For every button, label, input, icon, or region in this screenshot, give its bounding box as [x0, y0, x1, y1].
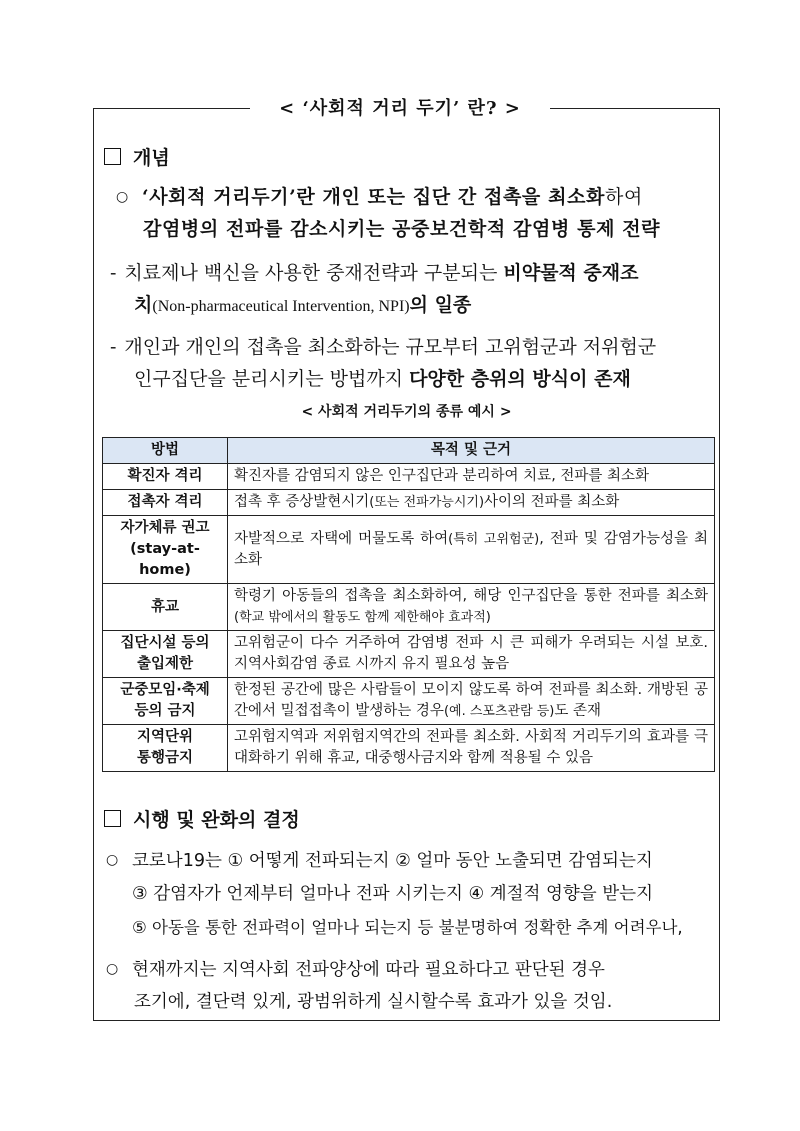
concept-para-line2: 감염병의 전파를 감소시키는 공중보건학적 감염병 통제 전략	[143, 218, 661, 240]
checkbox-square-icon	[104, 810, 121, 827]
purpose-cell: 고위험지역과 저위험지역간의 전파를 최소화. 사회적 거리두기의 효과를 극대화하기 위해 휴교, 대중행사금지와 함께 적용될 수 있음	[228, 725, 715, 772]
section-heading-concept: 개념	[104, 144, 170, 172]
concept-para-line1: ○ ‘사회적 거리두기’란 개인 또는 집단 간 접촉을 최소화하여	[116, 183, 643, 211]
table-row	[103, 678, 715, 725]
decision-para2-line2: 조기에, 결단력 있게, 광범위하게 실시할수록 효과가 있을 것임.	[134, 992, 613, 1012]
method-cell: 휴교	[103, 584, 228, 631]
method-cell: 확진자 격리	[103, 464, 228, 490]
table-row	[103, 584, 715, 631]
checkbox-square-icon	[104, 148, 121, 165]
distancing-types-table	[102, 437, 715, 772]
purpose-cell: 학령기 아동들의 접촉을 최소화하여, 해당 인구집단을 통한 전파를 최소화 (학교 밖에서의 활동도 함께 제한해야 효과적)	[228, 584, 715, 631]
method-cell: 자가체류 권고 (stay-at-home)	[103, 516, 228, 584]
table-row	[103, 516, 715, 584]
concept-dash1-line1: - 치료제나 백신을 사용한 중재전략과 구분되는 비약물적 중재조	[110, 262, 639, 284]
header-method: 방법	[103, 438, 228, 464]
method-cell: 접촉자 격리	[103, 490, 228, 516]
method-cell: 군중모임·축제 등의 금지	[103, 678, 228, 725]
decision-para1-line3: ⑤ 아동을 통한 전파력이 얼마나 되는지 등 불분명하여 정확한 추계 어려우나,	[132, 918, 683, 937]
table-caption: < 사회적 거리두기의 종류 예시 >	[301, 404, 512, 420]
decision-para1-line1: ○ 코로나19는 ① 어떻게 전파되는지 ② 얼마 동안 노출되면 감염되는지	[106, 846, 653, 875]
header-purpose: 목적 및 근거	[228, 438, 715, 464]
decision-para2-line1: ○ 현재까지는 지역사회 전파양상에 따라 필요하다고 판단된 경우	[106, 955, 605, 984]
section-heading-decision: 시행 및 완화의 결정	[104, 806, 300, 834]
decision-para1-line2: ③ 감염자가 언제부터 얼마나 전파 시키는지 ④ 계절적 영향을 받는지	[132, 884, 653, 904]
table-row	[103, 631, 715, 678]
purpose-cell: 고위험군이 다수 거주하여 감염병 전파 시 큰 피해가 우려되는 시설 보호. 지역사회감염 종료 시까지 유지 필요성 높음	[228, 631, 715, 678]
table-header-row	[103, 438, 715, 464]
table-row	[103, 464, 715, 490]
purpose-cell: 확진자를 감염되지 않은 인구집단과 분리하여 치료, 전파를 최소화	[228, 464, 715, 490]
purpose-cell: 자발적으로 자택에 머물도록 하여(특히 고위험군), 전파 및 감염가능성을 최소화	[228, 516, 715, 584]
circle-bullet-icon: ○	[106, 852, 119, 868]
circle-bullet-icon: ○	[106, 961, 119, 977]
method-cell: 집단시설 등의 출입제한	[103, 631, 228, 678]
box-title: < ‘사회적 거리 두기’ 란? >	[250, 96, 550, 122]
concept-dash2-line1: - 개인과 개인의 접촉을 최소화하는 규모부터 고위험군과 저위험군	[110, 336, 657, 358]
purpose-cell: 접촉 후 증상발현시기(또는 전파가능시기)사이의 전파를 최소화	[228, 490, 715, 516]
table-row	[103, 725, 715, 772]
concept-dash2-line2: 인구집단을 분리시키는 방법까지 다양한 층위의 방식이 존재	[134, 368, 631, 390]
table-row	[103, 490, 715, 516]
concept-dash1-line2: 치(Non-pharmaceutical Intervention, NPI)의 일종	[134, 294, 472, 316]
purpose-cell: 한정된 공간에 많은 사람들이 모이지 않도록 하여 전파를 최소화. 개방된 공간에서 밀접접촉이 발생하는 경우(예. 스포츠관람 등)도 존재	[228, 678, 715, 725]
method-cell: 지역단위 통행금지	[103, 725, 228, 772]
circle-bullet-icon: ○	[116, 189, 129, 205]
